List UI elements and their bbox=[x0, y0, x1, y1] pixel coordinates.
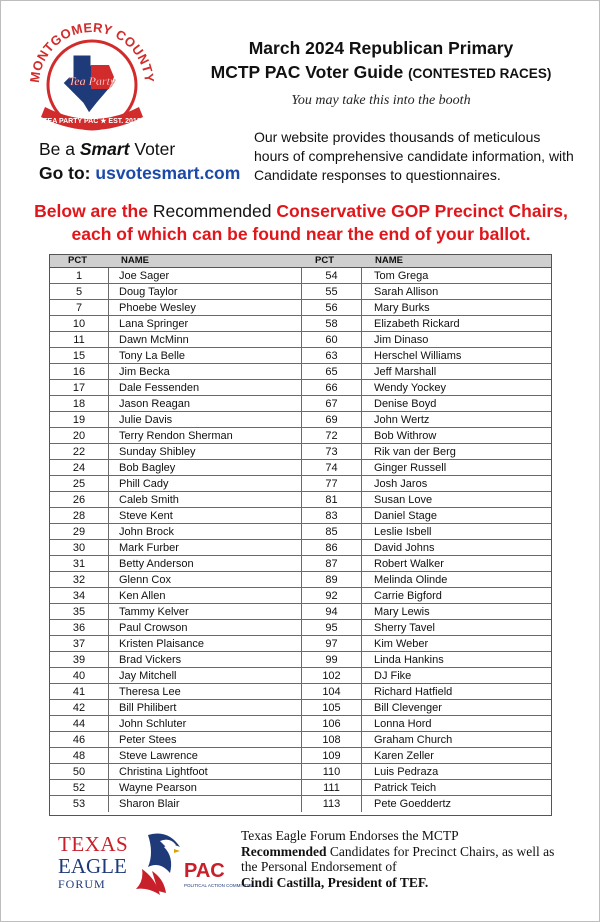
name-left-cell: Paul Crowson bbox=[109, 620, 302, 636]
pct-right-cell: 65 bbox=[302, 364, 362, 380]
name-right-cell: Wendy Yockey bbox=[362, 380, 551, 396]
name-left-cell: Mark Furber bbox=[109, 540, 302, 556]
name-left-cell: Betty Anderson bbox=[109, 556, 302, 572]
pct-right-cell: 72 bbox=[302, 428, 362, 444]
name-left-cell: Jay Mitchell bbox=[109, 668, 302, 684]
name-right-cell: Robert Walker bbox=[362, 556, 551, 572]
pct-left-cell: 40 bbox=[50, 668, 109, 684]
be-a-text: Be a bbox=[39, 139, 75, 159]
pct-left-cell: 28 bbox=[50, 508, 109, 524]
name-right-cell: Luis Pedraza bbox=[362, 764, 551, 780]
tef-eagle: EAGLE bbox=[58, 854, 127, 878]
pct-left-cell: 7 bbox=[50, 300, 109, 316]
name-right-cell: John Wertz bbox=[362, 412, 551, 428]
name-right-cell: Kim Weber bbox=[362, 636, 551, 652]
name-left-cell: Sunday Shibley bbox=[109, 444, 302, 460]
pct-left-cell: 25 bbox=[50, 476, 109, 492]
rec-recommended: Recommended bbox=[152, 201, 272, 221]
mctp-logo bbox=[17, 19, 167, 131]
name-left-cell: Dawn McMinn bbox=[109, 332, 302, 348]
name-right-cell: Mary Lewis bbox=[362, 604, 551, 620]
pct-left-cell: 22 bbox=[50, 444, 109, 460]
pct-left-cell: 48 bbox=[50, 748, 109, 764]
pct-right-cell: 87 bbox=[302, 556, 362, 572]
pct-right-cell: 104 bbox=[302, 684, 362, 700]
table-row bbox=[50, 444, 551, 460]
rec-prefix: Below are the bbox=[34, 201, 148, 221]
name-left-cell: Jim Becka bbox=[109, 364, 302, 380]
pct-right-cell: 63 bbox=[302, 348, 362, 364]
endorsement-text bbox=[241, 828, 571, 890]
guide-title-line1: March 2024 Republican Primary bbox=[248, 38, 514, 58]
header-pct-2: PCT bbox=[315, 255, 334, 266]
pct-right-cell: 97 bbox=[302, 636, 362, 652]
website-link[interactable]: usvotesmart.com bbox=[95, 163, 241, 183]
pct-left-cell: 37 bbox=[50, 636, 109, 652]
pct-left-cell: 46 bbox=[50, 732, 109, 748]
table-row bbox=[50, 476, 551, 492]
table-row bbox=[50, 652, 551, 668]
name-left-cell: Tony La Belle bbox=[109, 348, 302, 364]
name-left-cell: Theresa Lee bbox=[109, 684, 302, 700]
smart-text: Smart bbox=[79, 139, 130, 159]
pct-right-cell: 106 bbox=[302, 716, 362, 732]
pct-right-cell: 105 bbox=[302, 700, 362, 716]
name-left-cell: Kristen Plaisance bbox=[109, 636, 302, 652]
tef-texas: TEXAS bbox=[58, 832, 129, 856]
pct-left-cell: 52 bbox=[50, 780, 109, 796]
pct-left-cell: 15 bbox=[50, 348, 109, 364]
pct-left-cell: 11 bbox=[50, 332, 109, 348]
pct-right-cell: 69 bbox=[302, 412, 362, 428]
tef-pac-sub: POLITICAL ACTION COMMITTEE bbox=[184, 883, 254, 888]
recommendation-heading bbox=[11, 200, 591, 246]
logo-arc-text: MONTGOMERY COUNTY bbox=[26, 19, 158, 84]
name-left-cell: Wayne Pearson bbox=[109, 780, 302, 796]
name-right-cell: David Johns bbox=[362, 540, 551, 556]
table-row bbox=[50, 300, 551, 316]
pct-left-cell: 50 bbox=[50, 764, 109, 780]
goto-line bbox=[39, 163, 240, 184]
name-right-cell: Herschel Williams bbox=[362, 348, 551, 364]
table-row bbox=[50, 540, 551, 556]
tef-forum: FORUM bbox=[58, 877, 106, 891]
texas-eagle-forum-logo bbox=[56, 827, 254, 899]
table-row bbox=[50, 748, 551, 764]
guide-title-suffix: (CONTESTED RACES) bbox=[408, 66, 552, 81]
name-left-cell: Brad Vickers bbox=[109, 652, 302, 668]
pct-right-cell: 54 bbox=[302, 268, 362, 284]
pct-left-cell: 19 bbox=[50, 412, 109, 428]
name-left-cell: Dale Fessenden bbox=[109, 380, 302, 396]
pct-right-cell: 58 bbox=[302, 316, 362, 332]
name-right-cell: Patrick Teich bbox=[362, 780, 551, 796]
table-row bbox=[50, 588, 551, 604]
table-row bbox=[50, 412, 551, 428]
name-right-cell: Susan Love bbox=[362, 492, 551, 508]
table-row bbox=[50, 268, 551, 284]
name-left-cell: Tammy Kelver bbox=[109, 604, 302, 620]
pct-right-cell: 99 bbox=[302, 652, 362, 668]
pct-left-cell: 24 bbox=[50, 460, 109, 476]
table-row bbox=[50, 780, 551, 796]
table-row bbox=[50, 428, 551, 444]
pct-left-cell: 29 bbox=[50, 524, 109, 540]
logo-ribbon-text: TEA PARTY PAC ★ EST. 2012 bbox=[43, 118, 141, 125]
eagle-icon bbox=[136, 834, 180, 896]
name-left-cell: Terry Rendon Sherman bbox=[109, 428, 302, 444]
pct-right-cell: 108 bbox=[302, 732, 362, 748]
pct-right-cell: 55 bbox=[302, 284, 362, 300]
pct-left-cell: 26 bbox=[50, 492, 109, 508]
name-left-cell: Caleb Smith bbox=[109, 492, 302, 508]
pct-right-cell: 56 bbox=[302, 300, 362, 316]
name-right-cell: Graham Church bbox=[362, 732, 551, 748]
name-left-cell: Ken Allen bbox=[109, 588, 302, 604]
pct-left-cell: 41 bbox=[50, 684, 109, 700]
name-right-cell: Ginger Russell bbox=[362, 460, 551, 476]
pct-left-cell: 20 bbox=[50, 428, 109, 444]
pct-right-cell: 83 bbox=[302, 508, 362, 524]
booth-note: You may take this into the booth bbox=[291, 93, 471, 108]
pct-right-cell: 74 bbox=[302, 460, 362, 476]
name-left-cell: Phoebe Wesley bbox=[109, 300, 302, 316]
table-row bbox=[50, 332, 551, 348]
table-row bbox=[50, 460, 551, 476]
pct-right-cell: 102 bbox=[302, 668, 362, 684]
name-left-cell: Julie Davis bbox=[109, 412, 302, 428]
name-right-cell: Josh Jaros bbox=[362, 476, 551, 492]
precinct-chairs-table bbox=[49, 254, 552, 816]
table-row bbox=[50, 636, 551, 652]
pct-right-cell: 86 bbox=[302, 540, 362, 556]
name-right-cell: Elizabeth Rickard bbox=[362, 316, 551, 332]
name-right-cell: Linda Hankins bbox=[362, 652, 551, 668]
pct-right-cell: 81 bbox=[302, 492, 362, 508]
pct-left-cell: 18 bbox=[50, 396, 109, 412]
table-row bbox=[50, 284, 551, 300]
name-right-cell: Bob Withrow bbox=[362, 428, 551, 444]
guide-title-line2 bbox=[161, 62, 601, 83]
name-right-cell: Daniel Stage bbox=[362, 508, 551, 524]
table-row bbox=[50, 796, 551, 812]
table-row bbox=[50, 684, 551, 700]
pct-left-cell: 32 bbox=[50, 572, 109, 588]
name-right-cell: Richard Hatfield bbox=[362, 684, 551, 700]
table-row bbox=[50, 668, 551, 684]
pct-left-cell: 16 bbox=[50, 364, 109, 380]
header-pct-1: PCT bbox=[68, 255, 87, 266]
smart-voter-line bbox=[39, 139, 175, 160]
pct-left-cell: 53 bbox=[50, 796, 109, 812]
pct-left-cell: 34 bbox=[50, 588, 109, 604]
name-right-cell: Sarah Allison bbox=[362, 284, 551, 300]
table-row bbox=[50, 364, 551, 380]
pct-left-cell: 36 bbox=[50, 620, 109, 636]
name-right-cell: Rik van der Berg bbox=[362, 444, 551, 460]
table-header bbox=[50, 255, 551, 268]
name-left-cell: Bob Bagley bbox=[109, 460, 302, 476]
pct-left-cell: 42 bbox=[50, 700, 109, 716]
pct-left-cell: 10 bbox=[50, 316, 109, 332]
rec-suffix: Conservative GOP Precinct Chairs, bbox=[276, 201, 568, 221]
table-row bbox=[50, 620, 551, 636]
rec-line2: each of which can be found near the end of your ballot. bbox=[71, 224, 531, 244]
name-left-cell: Steve Kent bbox=[109, 508, 302, 524]
pct-right-cell: 77 bbox=[302, 476, 362, 492]
pct-right-cell: 109 bbox=[302, 748, 362, 764]
table-row bbox=[50, 700, 551, 716]
table-row bbox=[50, 396, 551, 412]
website-blurb: Our website provides thousands of meticulous hours of comprehensive candidate information, with Candidate responses to questionnaires. bbox=[254, 129, 574, 183]
pct-right-cell: 73 bbox=[302, 444, 362, 460]
name-left-cell: Lana Springer bbox=[109, 316, 302, 332]
pct-right-cell: 85 bbox=[302, 524, 362, 540]
table-row bbox=[50, 508, 551, 524]
table-row bbox=[50, 492, 551, 508]
name-left-cell: Steve Lawrence bbox=[109, 748, 302, 764]
name-left-cell: Peter Stees bbox=[109, 732, 302, 748]
pct-right-cell: 66 bbox=[302, 380, 362, 396]
name-left-cell: Jason Reagan bbox=[109, 396, 302, 412]
pct-right-cell: 60 bbox=[302, 332, 362, 348]
name-left-cell: Glenn Cox bbox=[109, 572, 302, 588]
name-left-cell: John Schluter bbox=[109, 716, 302, 732]
name-right-cell: Leslie Isbell bbox=[362, 524, 551, 540]
pct-right-cell: 89 bbox=[302, 572, 362, 588]
pct-left-cell: 44 bbox=[50, 716, 109, 732]
pct-left-cell: 39 bbox=[50, 652, 109, 668]
table-row bbox=[50, 572, 551, 588]
pct-right-cell: 92 bbox=[302, 588, 362, 604]
table-row bbox=[50, 732, 551, 748]
guide-title-main: MCTP PAC Voter Guide bbox=[210, 62, 404, 82]
pct-right-cell: 95 bbox=[302, 620, 362, 636]
name-right-cell: Carrie Bigford bbox=[362, 588, 551, 604]
name-left-cell: Bill Philibert bbox=[109, 700, 302, 716]
pct-left-cell: 17 bbox=[50, 380, 109, 396]
pct-left-cell: 31 bbox=[50, 556, 109, 572]
name-right-cell: Mary Burks bbox=[362, 300, 551, 316]
endorse-recommended: Recommended bbox=[241, 843, 327, 859]
table-row bbox=[50, 716, 551, 732]
name-right-cell: DJ Fike bbox=[362, 668, 551, 684]
table-row bbox=[50, 348, 551, 364]
pct-right-cell: 110 bbox=[302, 764, 362, 780]
table-row bbox=[50, 604, 551, 620]
tef-pac: PAC bbox=[184, 860, 225, 882]
name-right-cell: Pete Goeddertz bbox=[374, 798, 452, 810]
pct-right-cell: 113 bbox=[302, 796, 362, 812]
name-right-cell: Jeff Marshall bbox=[362, 364, 551, 380]
table-row bbox=[50, 524, 551, 540]
table-row bbox=[50, 764, 551, 780]
name-left-cell: Christina Lightfoot bbox=[109, 764, 302, 780]
pct-left-cell: 5 bbox=[50, 284, 109, 300]
name-left-cell: Joe Sager bbox=[109, 268, 302, 284]
pct-left-cell: 35 bbox=[50, 604, 109, 620]
table-row bbox=[50, 316, 551, 332]
name-left-cell: Phill Cady bbox=[109, 476, 302, 492]
pct-right-cell: 67 bbox=[302, 396, 362, 412]
endorse-part1: Texas Eagle Forum Endorses the MCTP bbox=[241, 828, 459, 843]
name-left-cell: John Brock bbox=[109, 524, 302, 540]
pct-left-cell: 30 bbox=[50, 540, 109, 556]
name-right-cell: Sherry Tavel bbox=[362, 620, 551, 636]
pct-right-cell: 111 bbox=[302, 780, 362, 796]
name-right-cell: Melinda Olinde bbox=[362, 572, 551, 588]
name-left-cell: Doug Taylor bbox=[109, 284, 302, 300]
voter-text: Voter bbox=[134, 139, 176, 159]
pct-right-cell: 94 bbox=[302, 604, 362, 620]
name-right-cell: Denise Boyd bbox=[362, 396, 551, 412]
endorse-part2: Candidates for Precinct Chairs, as well as the Personal Endorsement of bbox=[241, 843, 555, 874]
table-row bbox=[50, 380, 551, 396]
name-right-cell: Bill Clevenger bbox=[362, 700, 551, 716]
goto-label: Go to: bbox=[39, 163, 91, 183]
pct-left-cell: 1 bbox=[50, 268, 109, 284]
table-body bbox=[50, 268, 551, 812]
name-right-cell: Karen Zeller bbox=[362, 748, 551, 764]
table-row bbox=[50, 556, 551, 572]
name-right-cell: Lonna Hord bbox=[362, 716, 551, 732]
header-name-2: NAME bbox=[375, 255, 403, 266]
name-left-cell: Sharon Blair bbox=[109, 796, 302, 812]
logo-script-text: Tea Party bbox=[68, 74, 116, 88]
name-right-cell: Tom Grega bbox=[362, 268, 551, 284]
name-right-cell: Jim Dinaso bbox=[362, 332, 551, 348]
endorse-president: Cindi Castilla, President of TEF. bbox=[241, 874, 429, 890]
header-name-1: NAME bbox=[121, 255, 149, 266]
